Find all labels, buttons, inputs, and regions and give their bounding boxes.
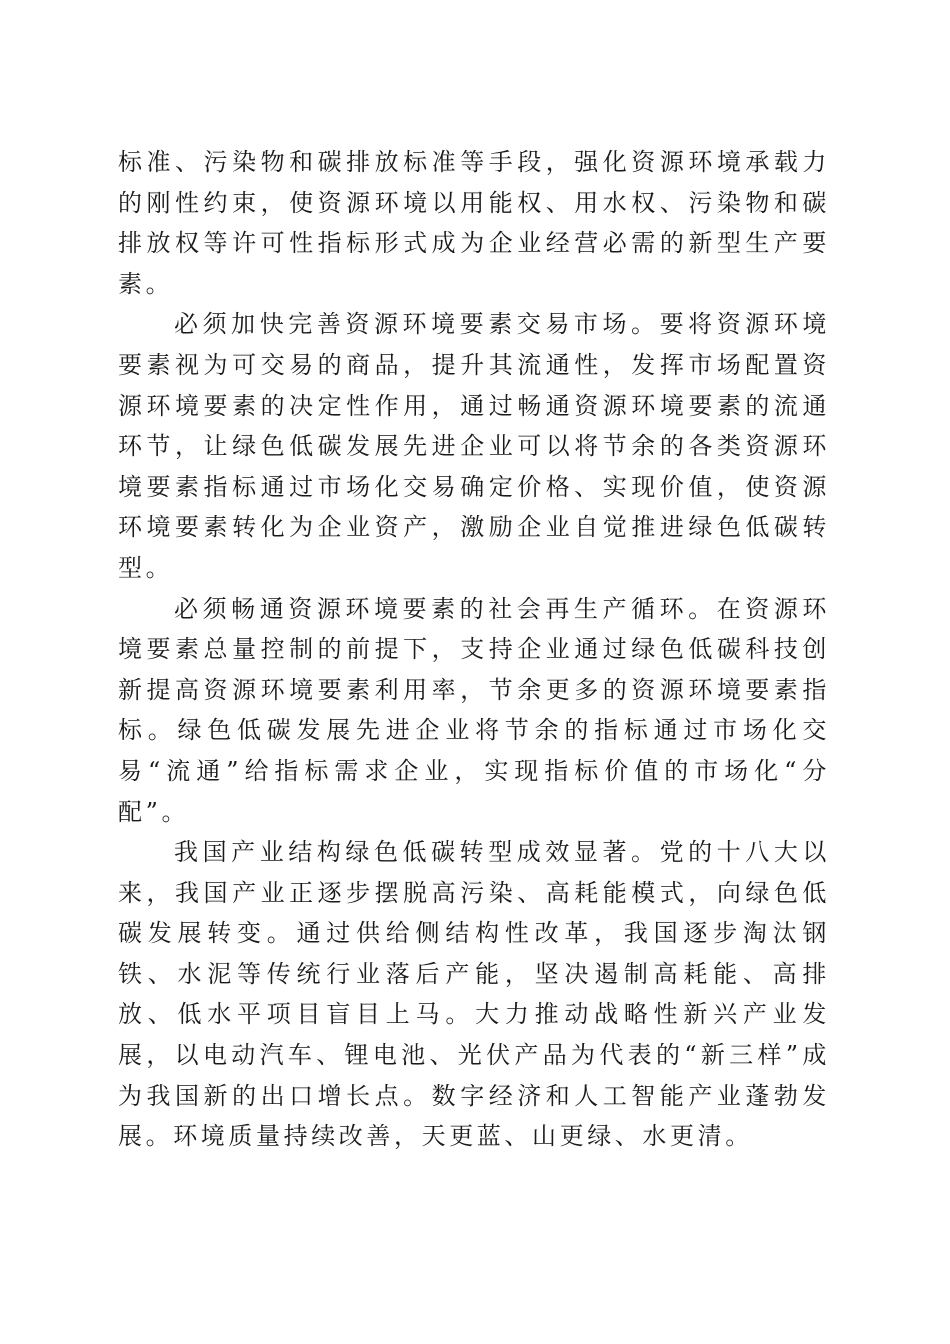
paragraph-resource-market: 必须加快完善资源环境要素交易市场。要将资源环境要素视为可交易的商品，提升其流通性，发挥市场配置资源环境要素的决定性作用，通过畅通资源环境要素的流通环节，让绿色低碳发展先进企业可以将节余的各类资源环境要素指标通过市场化交易确定价格、实现价值，使资源环境要素转化为企业资产，激励企业自觉推进绿色低碳转型。	[118, 310, 830, 582]
paragraph-reproduction-cycle: 必须畅通资源环境要素的社会再生产循环。在资源环境要素总量控制的前提下，支持企业通过绿色低碳科技创新提高资源环境要素利用率，节余更多的资源环境要素指标。绿色低碳发展先进企业将节余的指标通过市场化交易“流通”给指标需求企业，实现指标价值的市场化“分配”。	[118, 594, 830, 826]
paragraph-continuation: 标准、污染物和碳排放标准等手段，强化资源环境承载力的刚性约束，使资源环境以用能权、用水权、污染物和碳排放权等许可性指标形式成为企业经营必需的新型生产要素。	[118, 148, 830, 298]
document-body	[118, 142, 830, 1157]
paragraph-industry-transition: 我国产业结构绿色低碳转型成效显著。党的十八大以来，我国产业正逐步摆脱高污染、高耗能模式，向绿色低碳发展转变。通过供给侧结构性改革，我国逐步淘汰钢铁、水泥等传统行业落后产能，坚决遏制高耗能、高排放、低水平项目盲目上马。大力推动战略性新兴产业发展，以电动汽车、锂电池、光伏产品为代表的“新三样”成为我国新的出口增长点。数字经济和人工智能产业蓬勃发展。环境质量持续改善，天更蓝、山更绿、水更清。	[118, 838, 830, 1151]
